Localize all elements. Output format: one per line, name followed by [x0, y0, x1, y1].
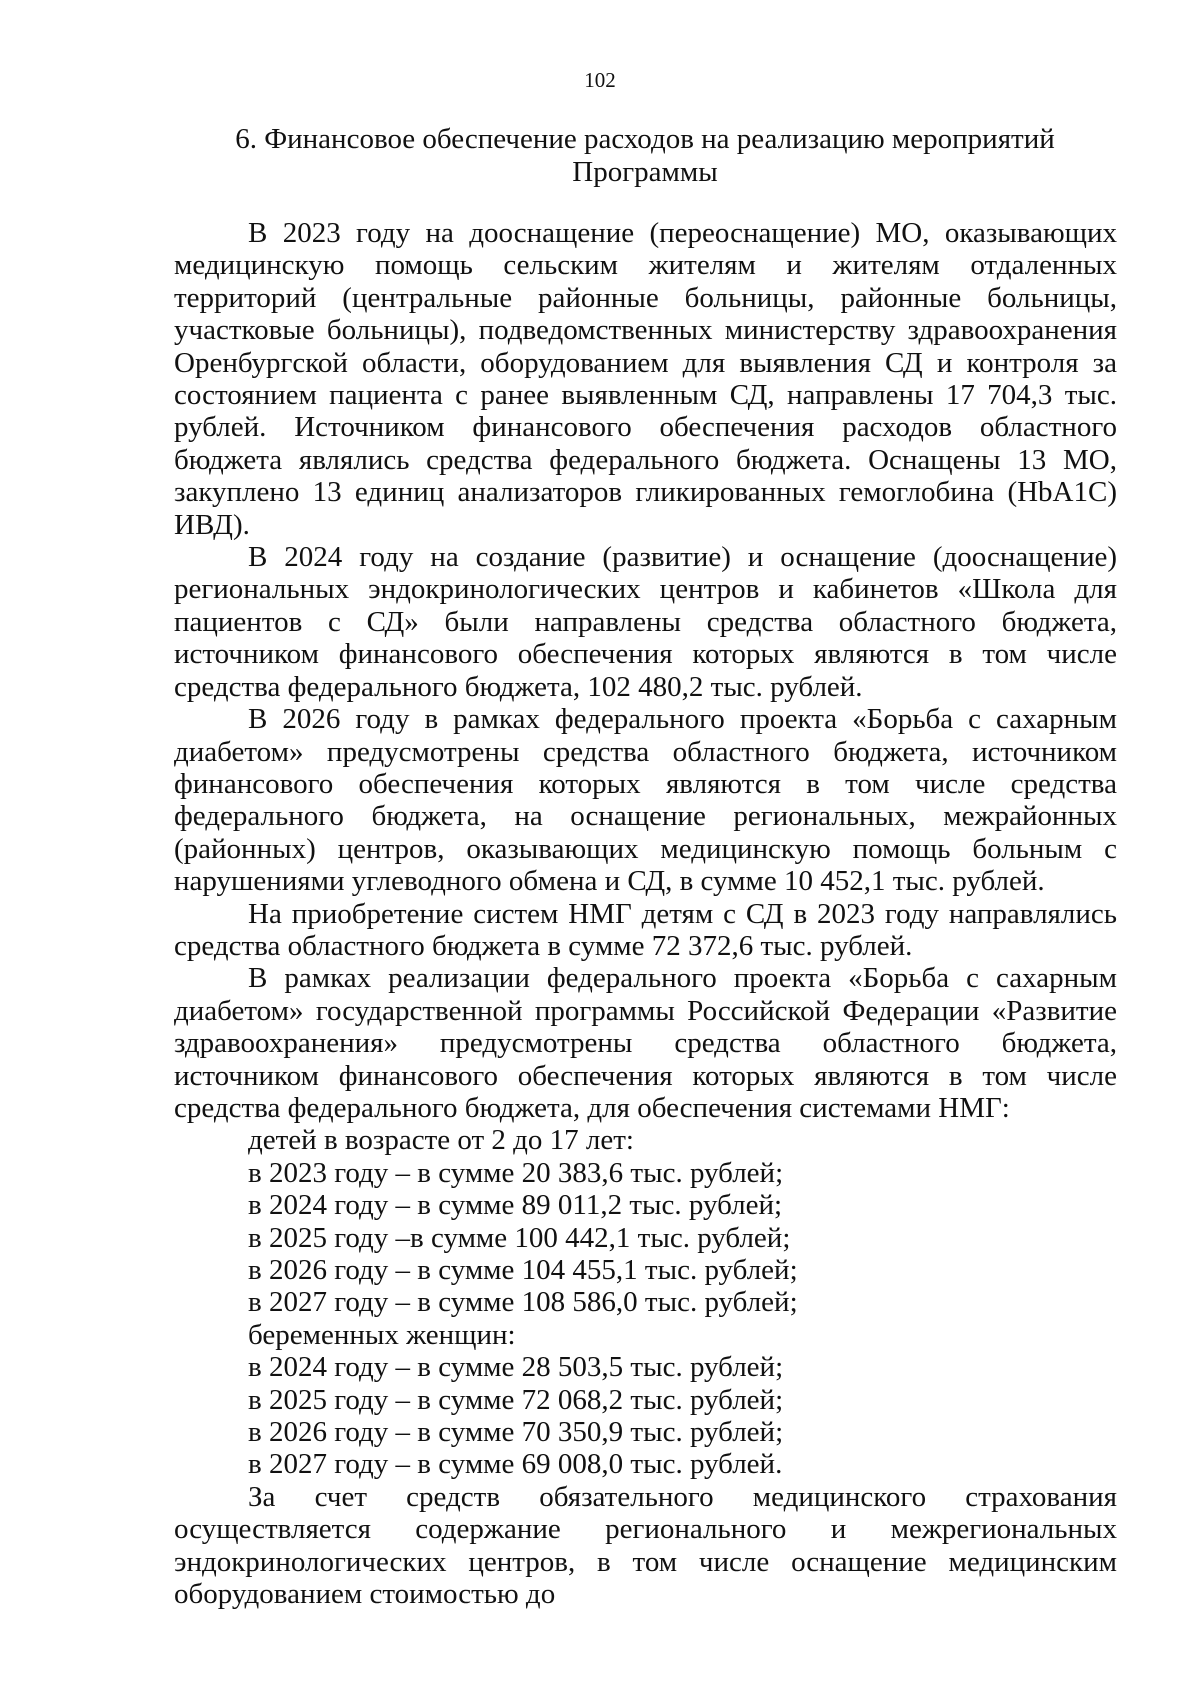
- section-title-line-2: Программы: [572, 156, 718, 188]
- paragraph-federal-program-cgm: В рамках реализации федерального проекта «Борьба с сахарным диабетом» государственной программы Российской Федерации «Развитие здравоохранения» предусмотрены средства областного бюджета, источником финансового обеспечения которых являются в том числе средства федерального бюджета, для обеспечения системами НМГ:: [174, 962, 1117, 1124]
- list-item: в 2025 году –в сумме 100 442,1 тыс. рублей;: [248, 1221, 791, 1254]
- section-title-line-1: 6. Финансовое обеспечение расходов на реализацию мероприятий: [235, 123, 1055, 155]
- paragraph-2024-centers: В 2024 году на создание (развитие) и оснащение (дооснащение) региональных эндокринологических центров и кабинетов «Школа для пациентов с СД» были направлены средства областного бюджета, источником финансового обеспечения которых являются в том числе средства федерального бюджета, 102 480,2 тыс. рублей.: [174, 541, 1117, 703]
- list-item: в 2026 году – в сумме 70 350,9 тыс. рублей;: [248, 1416, 784, 1449]
- paragraph-2023-cgm-children: На приобретение систем НМГ детям с СД в 2023 году направлялись средства областного бюджета в сумме 72 372,6 тыс. рублей.: [174, 897, 1117, 962]
- body-text: [174, 217, 1117, 1610]
- list-item: в 2023 году – в сумме 20 383,6 тыс. рублей;: [248, 1156, 784, 1189]
- children-list-heading: детей в возрасте от 2 до 17 лет:: [248, 1124, 634, 1157]
- list-item: в 2025 году – в сумме 72 068,2 тыс. рублей;: [248, 1383, 784, 1416]
- page-number: 102: [584, 68, 616, 92]
- section-title: [175, 123, 1115, 189]
- list-item: в 2026 году – в сумме 104 455,1 тыс. рублей;: [248, 1254, 798, 1286]
- list-item: в 2024 году – в сумме 89 011,2 тыс. рублей;: [248, 1189, 783, 1222]
- list-item: в 2024 году – в сумме 28 503,5 тыс. рублей;: [248, 1351, 784, 1384]
- list-item: в 2027 году – в сумме 108 586,0 тыс. рублей;: [248, 1286, 798, 1319]
- paragraph-oms-funding: За счет средств обязательного медицинского страхования осуществляется содержание регионального и межрегиональных эндокринологических центров, в том числе оснащение медицинским оборудованием стоимостью до: [174, 1480, 1117, 1611]
- paragraph-2026-federal-project: В 2026 году в рамках федерального проекта «Борьба с сахарным диабетом» предусмотрены средства областного бюджета, источником финансового обеспечения которых являются в том числе средства федерального бюджета, на оснащение региональных, межрайонных (районных) центров, оказывающих медицинскую помощь больным с нарушениями углеводного обмена и СД, в сумме 10 452,1 тыс. рублей.: [174, 703, 1117, 898]
- pregnant-list-heading: беременных женщин:: [248, 1318, 516, 1351]
- paragraph-2023-equipment: В 2023 году на дооснащение (переоснащение) МО, оказывающих медицинскую помощь сельским жителям и жителям отдаленных территорий (центральные районные больницы, районные больницы, участковые больницы), подведомственных министерству здравоохранения Оренбургской области, оборудованием для выявления СД и контроля за состоянием пациента с ранее выявленным СД, направлены 17 704,3 тыс. рублей. Источником финансового обеспечения расходов областного бюджета являлись средства федерального бюджета. Оснащены 13 МО, закуплено 13 единиц анализаторов гликированных гемоглобина (HbA1C) ИВД).: [174, 217, 1117, 541]
- list-item: в 2027 году – в сумме 69 008,0 тыс. рублей.: [248, 1448, 783, 1481]
